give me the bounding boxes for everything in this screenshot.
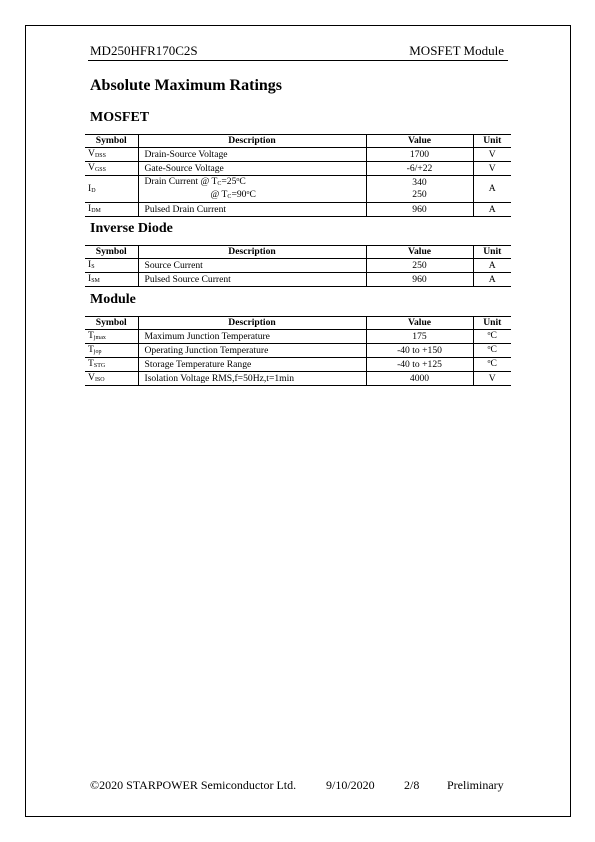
symbol-cell: IS <box>85 259 138 273</box>
footer-status: Preliminary <box>447 778 504 792</box>
unit-cell: V <box>473 372 511 386</box>
value-cell: 1700 <box>366 148 473 162</box>
page-title: Absolute Maximum Ratings <box>90 77 283 94</box>
unit-cell: A <box>473 176 511 203</box>
col-header-symbol: Symbol <box>85 135 138 148</box>
col-header-unit: Unit <box>473 317 511 330</box>
description-cell: Maximum Junction Temperature <box>138 330 366 344</box>
col-header-unit: Unit <box>473 135 511 148</box>
col-header-symbol: Symbol <box>85 246 138 259</box>
table-row <box>85 162 511 176</box>
table-row <box>85 344 511 358</box>
unit-cell: A <box>473 273 511 287</box>
description-cell: Drain-Source Voltage <box>138 148 366 162</box>
description-cell: Pulsed Source Current <box>138 273 366 287</box>
section-heading-module: Module <box>90 292 136 307</box>
col-header-value: Value <box>366 246 473 259</box>
description-cell: Source Current <box>138 259 366 273</box>
col-header-value: Value <box>366 135 473 148</box>
description-cell: Drain Current @ $TC=25^oC$ @ $TC=90^oC$ <box>138 176 366 203</box>
footer-copyright: ©2020 STARPOWER Semiconductor Ltd. <box>90 778 297 792</box>
unit-cell: V <box>473 162 511 176</box>
description-cell: Operating Junction Temperature <box>138 344 366 358</box>
col-header-unit: Unit <box>473 246 511 259</box>
mosfet-ratings-table <box>85 134 511 217</box>
table-row <box>85 330 511 344</box>
description-cell: Isolation Voltage RMS,f=50Hz,t=1min <box>138 372 366 386</box>
value-cell: -6/+22 <box>366 162 473 176</box>
value-cell: 175 <box>366 330 473 344</box>
table-header-row <box>85 135 511 148</box>
symbol-cell: VDSS <box>85 148 138 162</box>
module-ratings-table <box>85 316 511 386</box>
symbol-cell: ID <box>85 176 138 203</box>
symbol-cell: VISO <box>85 372 138 386</box>
symbol-cell: Tjop <box>85 344 138 358</box>
col-header-value: Value <box>366 317 473 330</box>
table-header-row <box>85 317 511 330</box>
table-row <box>85 176 511 203</box>
description-cell: Storage Temperature Range <box>138 358 366 372</box>
footer-date: 9/10/2020 <box>326 778 375 792</box>
symbol-cell: ISM <box>85 273 138 287</box>
value-cell: 250 <box>366 259 473 273</box>
unit-cell: $^o$C <box>473 344 511 358</box>
header-doc-type: MOSFET Module <box>409 43 504 58</box>
value-cell: -40 to +125 <box>366 358 473 372</box>
diode-ratings-table <box>85 245 511 287</box>
value-cell: 960 <box>366 273 473 287</box>
header-part-number: MD250HFR170C2S <box>90 43 198 58</box>
header-divider <box>88 60 508 61</box>
col-header-description: Description <box>138 135 366 148</box>
unit-cell: A <box>473 203 511 217</box>
symbol-cell: IDM <box>85 203 138 217</box>
symbol-cell: VGSS <box>85 162 138 176</box>
table-row <box>85 358 511 372</box>
col-header-symbol: Symbol <box>85 317 138 330</box>
unit-cell: V <box>473 148 511 162</box>
value-cell: 960 <box>366 203 473 217</box>
symbol-cell: Tjmax <box>85 330 138 344</box>
section-heading-inverse-diode: Inverse Diode <box>90 221 173 236</box>
value-cell: 340 250 <box>366 176 473 203</box>
table-row <box>85 273 511 287</box>
footer-page-number: 2/8 <box>404 778 420 792</box>
table-header-row <box>85 246 511 259</box>
unit-cell: $^o$C <box>473 358 511 372</box>
description-cell: Gate-Source Voltage <box>138 162 366 176</box>
value-cell: 4000 <box>366 372 473 386</box>
table-row <box>85 148 511 162</box>
col-header-description: Description <box>138 317 366 330</box>
table-row <box>85 372 511 386</box>
symbol-cell: TSTG <box>85 358 138 372</box>
value-cell: -40 to +150 <box>366 344 473 358</box>
table-row <box>85 203 511 217</box>
description-cell: Pulsed Drain Current <box>138 203 366 217</box>
table-row <box>85 259 511 273</box>
section-heading-mosfet: MOSFET <box>90 110 150 125</box>
col-header-description: Description <box>138 246 366 259</box>
unit-cell: A <box>473 259 511 273</box>
unit-cell: $^o$C <box>473 330 511 344</box>
